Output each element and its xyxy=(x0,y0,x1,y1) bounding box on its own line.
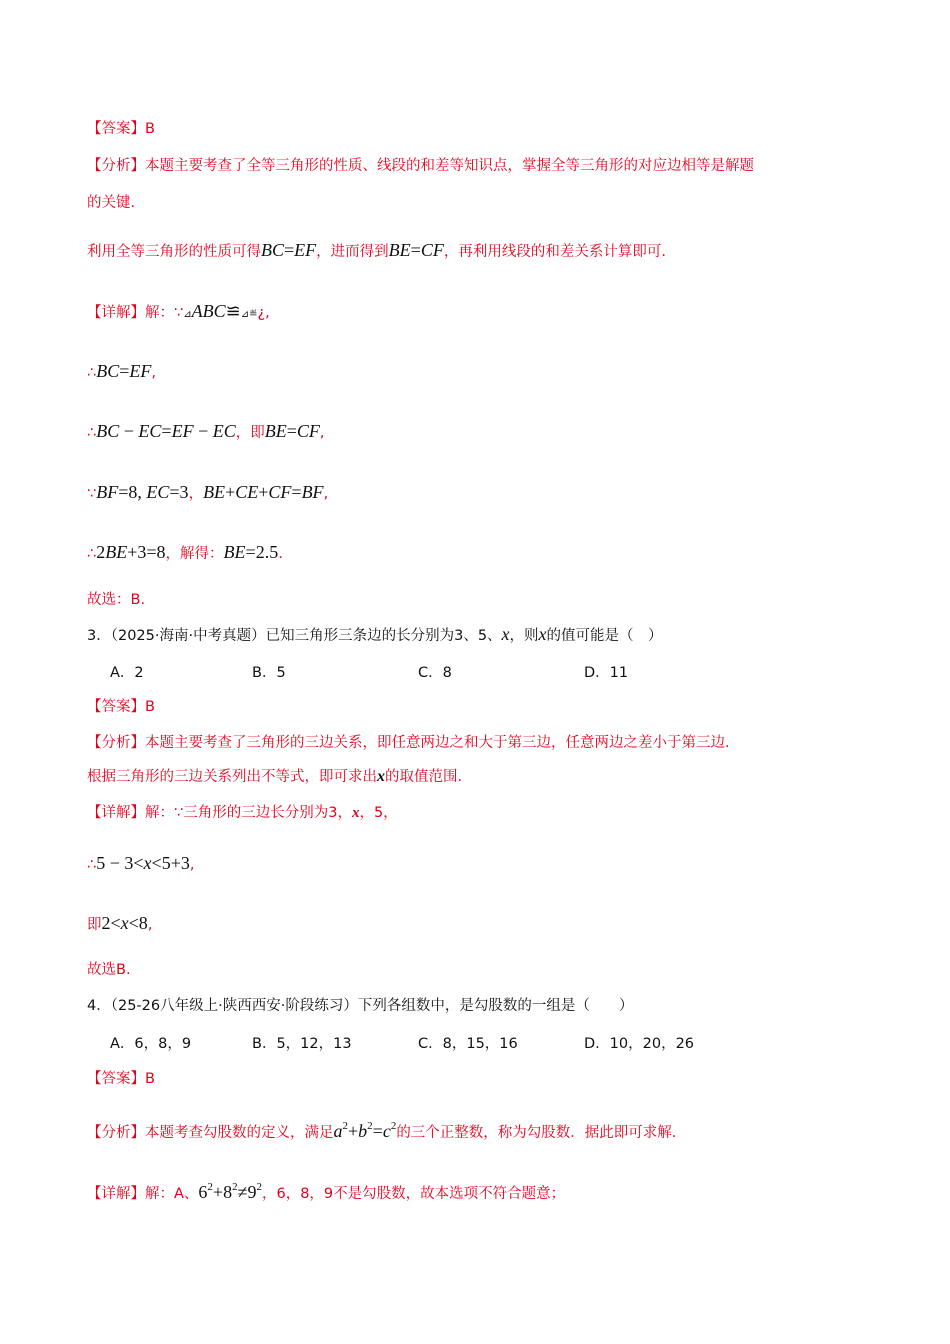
math-segment: ≌ xyxy=(225,301,241,321)
option-b: B．5 xyxy=(252,665,286,681)
analysis-line xyxy=(87,192,135,213)
math-segment: = xyxy=(161,421,172,441)
text-segment: , xyxy=(151,365,157,381)
text-segment: ∴ xyxy=(87,425,97,441)
math-segment: 2 xyxy=(342,1120,348,1132)
math-segment: + xyxy=(258,482,269,502)
option-d: D．10，20，26 xyxy=(584,1036,695,1052)
math-segment: CF xyxy=(268,482,292,502)
solution-line xyxy=(87,853,194,875)
text-segment: ，进而得到 xyxy=(316,244,389,260)
math-segment: BE xyxy=(203,482,226,502)
text-segment: 即 xyxy=(87,917,102,933)
math-segment: a xyxy=(333,1121,343,1141)
math-segment: EF xyxy=(171,421,194,441)
analysis-line xyxy=(87,240,666,262)
math-segment: = xyxy=(410,240,421,260)
math-segment: = xyxy=(284,240,295,260)
math-segment: 2 xyxy=(256,1181,262,1193)
solution-line xyxy=(87,301,270,325)
math-segment: BE xyxy=(105,542,128,562)
text-segment: 【详解】解：A、 xyxy=(87,1186,199,1202)
math-segment: 2 xyxy=(232,1181,238,1193)
solution-line xyxy=(87,542,283,564)
math-segment: ⊿≝ xyxy=(240,309,258,320)
math-segment: = xyxy=(286,421,297,441)
text-segment: 【分析】本题主要考查了全等三角形的性质、线段的和差等知识点，掌握全等三角形的对应边相等是解题 xyxy=(87,158,754,174)
text-segment: 【分析】本题考查勾股数的定义，满足 xyxy=(87,1125,334,1141)
option-c: C．8 xyxy=(418,665,452,681)
text-segment: ∵ xyxy=(87,486,97,502)
text-segment: 3．（2025·海南·中考真题）已知三角形三条边的长分别为3、5、 xyxy=(87,628,502,644)
math-segment: =2.5 xyxy=(245,542,279,562)
math-segment: EC xyxy=(141,482,170,502)
math-segment: x xyxy=(351,805,360,821)
option-a: A．6，8，9 xyxy=(110,1036,192,1052)
math-segment: EC xyxy=(212,421,236,441)
math-segment: x xyxy=(143,853,152,873)
solution-line xyxy=(87,482,328,504)
answer-line xyxy=(87,1068,155,1089)
text-segment: 的取值范围. xyxy=(385,769,463,785)
math-segment: − xyxy=(193,421,213,441)
text-segment: ∴ xyxy=(87,365,97,381)
solution-line xyxy=(87,421,325,443)
text-segment: 故选B. xyxy=(87,962,131,978)
question-4 xyxy=(87,995,633,1016)
option-a: A．2 xyxy=(110,665,144,681)
text-segment: 的关键. xyxy=(87,195,136,211)
question-3 xyxy=(87,624,663,646)
math-segment: <8 xyxy=(128,913,148,933)
text-segment: , xyxy=(189,857,195,873)
math-segment: c xyxy=(382,1121,391,1141)
text-segment: 【分析】本题主要考查了三角形的三边关系，即任意两边之和大于第三边，任意两边之差小于第三边. xyxy=(87,735,730,751)
solution-line xyxy=(87,913,152,935)
text-segment: ∴ xyxy=(87,546,97,562)
math-segment: 2< xyxy=(101,913,121,933)
text-segment: 【答案】B xyxy=(87,1071,155,1087)
math-segment: 2 xyxy=(367,1120,373,1132)
math-segment: 2 xyxy=(390,1120,397,1132)
math-segment: + xyxy=(225,482,236,502)
analysis-line xyxy=(87,766,462,787)
option-b: B．5，12，13 xyxy=(252,1036,352,1052)
math-segment: = xyxy=(119,361,130,381)
math-segment: 5 − 3< xyxy=(96,853,144,873)
math-segment: EF xyxy=(129,361,152,381)
math-segment: BC xyxy=(96,421,120,441)
solution-line xyxy=(87,361,156,383)
math-segment: CF xyxy=(296,421,320,441)
math-segment: +3=8 xyxy=(127,542,166,562)
text-segment: 根据三角形的三边关系列出不等式，即可求出 xyxy=(87,769,377,785)
math-segment: = xyxy=(372,1121,383,1141)
text-segment: ¿, xyxy=(257,305,270,321)
choice-line xyxy=(87,959,131,980)
math-segment: x xyxy=(501,624,510,644)
choice-line xyxy=(87,589,145,610)
math-segment: ≠9 xyxy=(237,1182,257,1202)
text-segment: , xyxy=(323,486,329,502)
text-segment: ，即 xyxy=(235,425,265,441)
math-segment: ⊿ xyxy=(183,309,192,320)
solution-line xyxy=(87,1177,565,1204)
text-segment: 故选：B. xyxy=(87,592,146,608)
math-segment: EC xyxy=(138,421,162,441)
math-segment: BF xyxy=(301,482,324,502)
analysis-line xyxy=(87,155,754,176)
answer-line xyxy=(87,118,155,139)
math-segment: BE xyxy=(223,542,246,562)
math-segment: − xyxy=(119,421,139,441)
math-segment: BE xyxy=(264,421,287,441)
math-segment: BC xyxy=(261,240,285,260)
text-segment: , xyxy=(147,917,153,933)
text-segment: ，解得： xyxy=(165,546,224,562)
math-segment: 2 xyxy=(207,1181,213,1193)
text-segment: , xyxy=(319,425,325,441)
math-segment: x xyxy=(538,624,547,644)
math-segment: 6 xyxy=(198,1182,208,1202)
text-segment: 的值可能是（ ） xyxy=(546,628,663,644)
answer-line xyxy=(87,696,155,717)
analysis-line xyxy=(87,732,730,753)
analysis-line xyxy=(87,1116,676,1143)
math-segment: +8 xyxy=(212,1182,233,1202)
text-segment: ，6，8，9不是勾股数，故本选项不符合题意； xyxy=(261,1186,566,1202)
math-segment: BF xyxy=(96,482,119,502)
text-segment: 利用全等三角形的性质可得 xyxy=(87,244,261,260)
option-c: C．8，15，16 xyxy=(418,1036,518,1052)
text-segment: 4．（25-26八年级上·陕西西安·阶段练习）下列各组数中，是勾股数的一组是（ ） xyxy=(87,998,634,1014)
text-segment: ∴ xyxy=(87,857,97,873)
math-segment: <5+3 xyxy=(151,853,190,873)
text-segment: ， xyxy=(188,486,204,502)
math-segment: CE xyxy=(235,482,259,502)
text-segment: 【详解】解：∵ xyxy=(87,305,184,321)
text-segment: 【答案】B xyxy=(87,699,155,715)
math-segment: =3 xyxy=(169,482,189,502)
math-segment: + xyxy=(348,1121,359,1141)
option-d: D．11 xyxy=(584,665,629,681)
math-segment: ABC xyxy=(191,301,226,321)
text-segment: . xyxy=(278,546,283,562)
solution-line xyxy=(87,802,398,823)
text-segment: 的三个正整数，称为勾股数．据此即可求解. xyxy=(396,1125,677,1141)
math-segment: CF xyxy=(420,240,444,260)
text-segment: 【详解】解：∵三角形的三边长分别为3， xyxy=(87,805,352,821)
text-segment: 【答案】B xyxy=(87,121,155,137)
math-segment: EF xyxy=(294,240,317,260)
math-segment: x xyxy=(120,913,129,933)
math-segment: = xyxy=(291,482,302,502)
math-segment: 2 xyxy=(96,542,106,562)
math-segment: =8, xyxy=(118,482,142,502)
math-segment: BE xyxy=(388,240,411,260)
math-segment: b xyxy=(358,1121,368,1141)
text-segment: ，再利用线段的和差关系计算即可. xyxy=(443,244,666,260)
math-segment: BC xyxy=(96,361,120,381)
text-segment: ，则 xyxy=(509,628,539,644)
text-segment: ，5， xyxy=(359,805,398,821)
math-segment: x xyxy=(377,768,385,785)
